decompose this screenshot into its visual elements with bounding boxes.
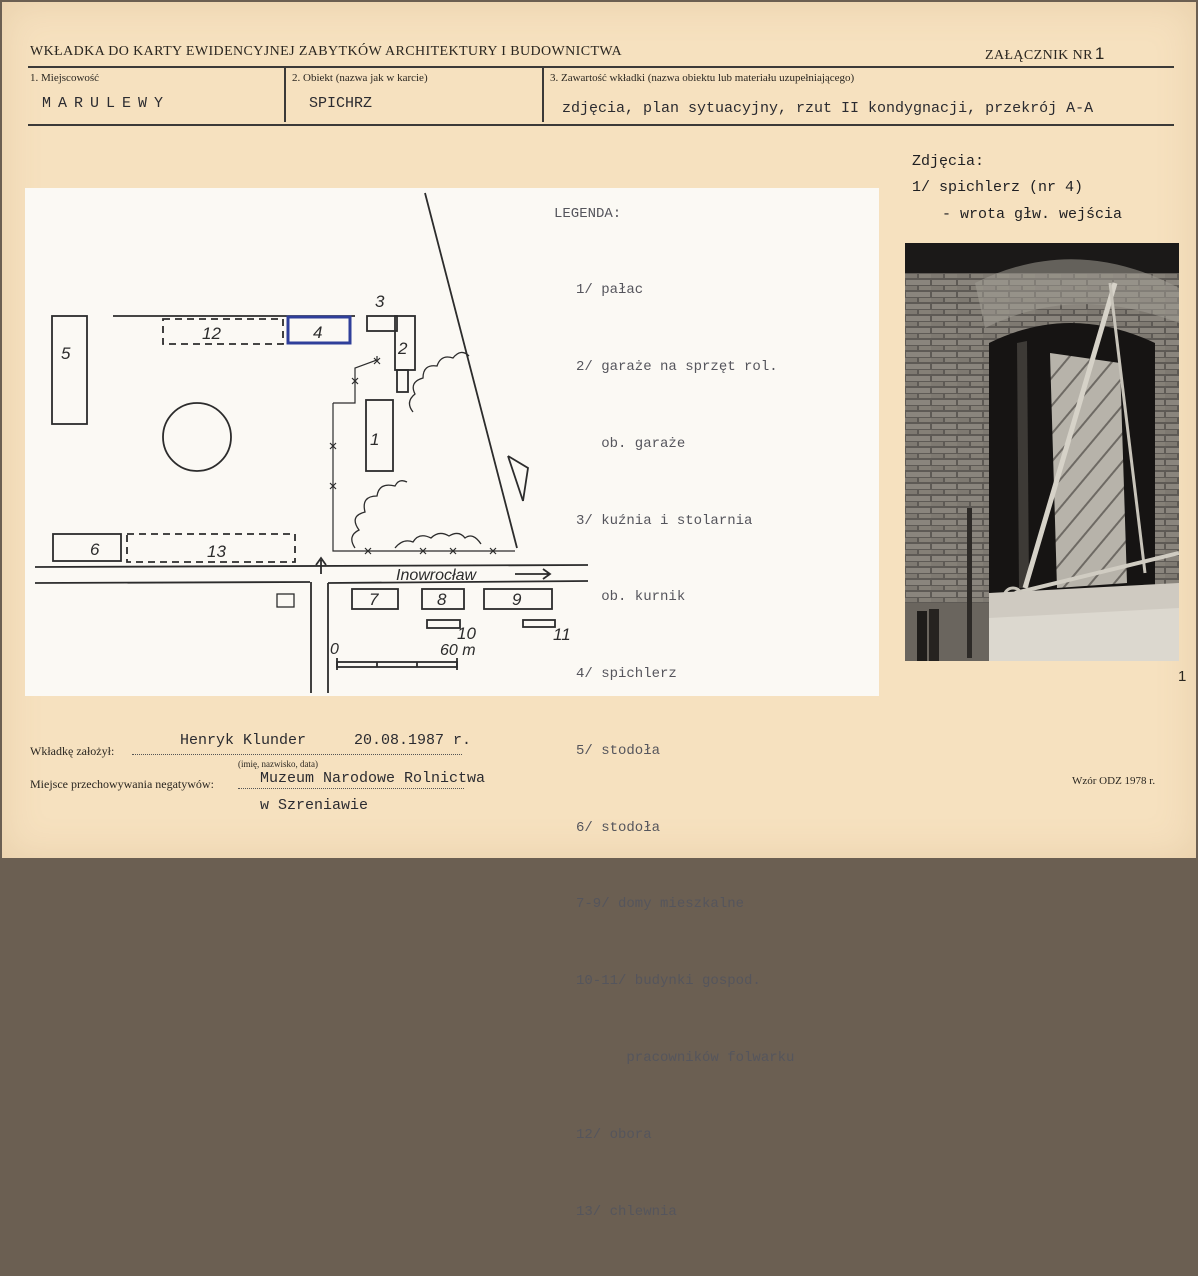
created-by-label: Wkładkę założył:: [30, 744, 115, 758]
road-edge-south-west: [35, 582, 310, 583]
name-hint: (imię, nazwisko, data): [238, 759, 318, 769]
legend-item: 12/ obora: [576, 1126, 652, 1143]
negatives-label: Miejsce przechowywania negatywów:: [30, 777, 214, 791]
header-divider: [28, 66, 1174, 68]
legend-item: 1/ pałac: [576, 282, 644, 299]
created-by-value: Henryk Klunder: [180, 732, 307, 749]
tree-cluster-south: [352, 481, 481, 548]
building-10-shape: [427, 620, 460, 628]
legend-item: 3/ kuźnia i stolarnia: [576, 512, 753, 529]
road-edge-north: [35, 565, 588, 567]
building-6-shape: [53, 534, 121, 561]
tree-cluster-north: [409, 352, 469, 412]
created-by-line: [132, 754, 462, 755]
legend-item: pracowników folwarku: [576, 1050, 795, 1066]
document-title: WKŁADKA DO KARTY EWIDENCYJNEJ ZABYTKÓW ARCHITEKTURY I BUDOWNICTWA: [30, 44, 622, 59]
road-label: Inowrocław: [396, 567, 477, 584]
record-card: [2, 2, 1196, 1220]
legend-item: 2/ garaże na sprzęt rol.: [576, 358, 778, 375]
label-building-4: 4: [313, 323, 323, 342]
legend-item: 4/ spichlerz: [576, 666, 677, 683]
legend-item: ob. kurnik: [576, 589, 686, 606]
building-11-shape: [523, 620, 555, 627]
legend-item: ob. garaże: [576, 435, 686, 452]
road-arrow-east: [515, 569, 550, 579]
photo-number: 1: [1178, 668, 1187, 685]
locality-value: MARULEWY: [42, 95, 171, 112]
scale-end-label: 60 m: [440, 642, 476, 659]
label-building-2: 2: [398, 339, 408, 358]
small-house-shape: [277, 594, 294, 607]
legend-list: [576, 227, 794, 1276]
legend-item: 7-9/ domy mieszkalne: [576, 896, 745, 913]
label-building-1: 1: [370, 430, 380, 449]
building-5-shape: [52, 316, 87, 424]
object-label: 2. Obiekt (nazwa jak w karcie): [292, 72, 428, 84]
legend-item: 6/ stodoła: [576, 819, 661, 836]
label-building-10: 10: [457, 624, 476, 643]
negatives-value-line2: w Szreniawie: [260, 797, 369, 814]
negatives-line: [238, 788, 464, 789]
created-date-value: 20.08.1987 r.: [354, 732, 472, 749]
label-building-13: 13: [207, 542, 226, 561]
fence-line: [333, 403, 515, 551]
fields-divider: [28, 124, 1174, 126]
pond-shape: [163, 403, 231, 471]
contents-value: zdjęcia, plan sytuacyjny, rzut II kondygnacji, przekrój A-A: [562, 100, 1094, 117]
photos-heading: Zdjęcia:: [912, 153, 985, 170]
building-2-annex-shape: [397, 370, 408, 392]
annex-number: 1: [1094, 44, 1105, 63]
photo-caption: - wrota głw. wejścia: [942, 206, 1123, 223]
contents-label: 3. Zawartość wkładki (nazwa obiektu lub materiału uzupełniającego): [550, 72, 855, 84]
building-3-shape: [367, 316, 397, 331]
label-building-6: 6: [90, 540, 100, 559]
legend-item: 5/ stodoła: [576, 742, 661, 759]
legend-item: 13/ chlewnia: [576, 1203, 677, 1220]
label-building-11: 11: [553, 625, 571, 644]
scale-bar: [337, 662, 457, 667]
photo-image: [905, 243, 1179, 661]
form-code: Wzór ODZ 1978 r.: [1072, 775, 1156, 787]
annex-label: ZAŁĄCZNIK NR 1: [985, 44, 1105, 63]
photo-item: 1/ spichlerz (nr 4): [912, 179, 1084, 196]
field-divider-2: [542, 68, 544, 122]
locality-label: 1. Miejscowość: [30, 72, 100, 84]
fence-north: [333, 356, 377, 403]
scale-start-label: 0: [330, 641, 339, 658]
legend-title: LEGENDA:: [554, 206, 622, 222]
object-value: SPICHRZ: [309, 95, 373, 112]
label-building-12: 12: [202, 324, 221, 343]
building-12-shape: [163, 319, 283, 344]
label-building-9: 9: [512, 590, 522, 609]
label-building-5: 5: [61, 344, 71, 363]
diagonal-boundary: [425, 193, 517, 548]
label-building-3: 3: [375, 292, 385, 311]
granary-gate-photo: [905, 243, 1179, 661]
field-divider-1: [284, 68, 286, 122]
label-building-7: 7: [369, 590, 379, 609]
label-building-8: 8: [437, 590, 447, 609]
negatives-value-line1: Muzeum Narodowe Rolnictwa: [260, 770, 486, 787]
legend-item: 10-11/ budynki gospod.: [576, 973, 761, 990]
